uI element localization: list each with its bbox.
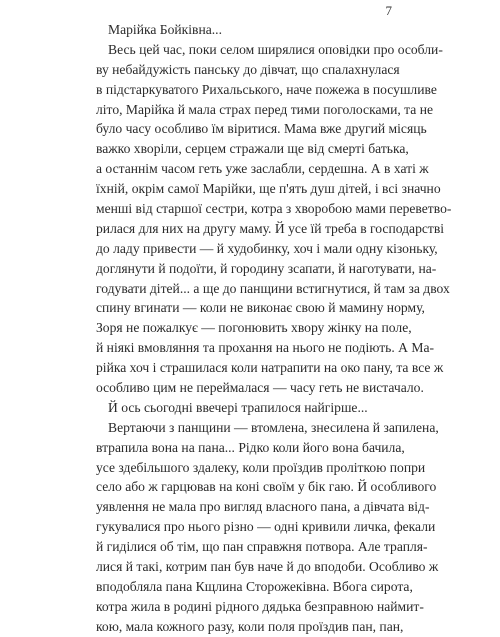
text-line: кою, мала кожного разу, коли поля проїздив пан, пан, [96,618,404,634]
text-line: було часу особливо їм віритися. Мама вже другий місяць [96,121,427,137]
text-line: й гиділися об тім, що пан справжня потвора. Але трапля- [96,539,428,555]
text-line: й ніякі вмовляння та прохання на нього не подіють. А Ма- [96,340,435,356]
text-line: уявлення не мала про вигляд власного пана, а дівчата від- [96,499,430,515]
text-line: рійка хоч і страшилася коли натрапити на око пану, та все ж [96,360,444,376]
text-line: важко хворіли, серцем стражали ще від смерті батька, [96,141,409,157]
paragraph [96,40,452,398]
text-line: котра жила в родині рідного дядька безправною наймит- [96,598,424,614]
text-line: до ладу привести — й худобинку, хоч і мали одну кізоньку, [96,240,438,256]
text-line: Зоря не пожалкує — погонювить хвору жінку на поле, [96,320,412,336]
text-line: село або ж гарцював на коні своїм у бік гаю. Й особливого [96,479,437,495]
page-number: 7 [385,3,392,18]
paragraph [96,418,439,637]
text-line: годувати дітей... а ще до панщини встигнутися, й там за двох [96,280,450,296]
text-line: особливо цим не переймалася — часу геть не вистачало. [96,380,424,396]
text-line: літо, Марійка й мала страх перед тими поголосками, та не [96,101,434,117]
text-line: втрапила вона на пана... Рідко коли його вона бачила, [96,439,405,455]
text-line: рилася для них на другу маму. Й усе їй треба в господарстві [96,220,445,236]
text-line: вподобляла пана Кщлина Сторожеківна. Вбога сирота, [96,578,413,594]
text-line: доглянути й подоїти, й городину зсапати, й наготувати, на- [96,260,437,276]
text-line: а останнім часом геть уже заслабли, сердешна. А в хаті ж [96,161,429,177]
text-line: гукувалися про нього різно — одні кривили личка, фекали [96,519,436,535]
text-line: ву небайдужість панську до дівчат, що спалахнулася [96,61,400,77]
text-line: їхній, окрім самої Марійки, ще п'ять душ дітей, і всі значно [96,181,441,197]
body-text [96,20,452,637]
paragraph [96,398,396,418]
text-line: менші від старшої сестри, котра з хворобою мами переветво- [96,201,452,217]
text-line: Весь цей час, поки селом ширялися оповідки про особли- [108,41,443,57]
text-line: Марійка Бойківна... [108,22,222,37]
paragraph [96,20,396,40]
text-line: в підстаркуватого Рихальського, наче пожежа в посушливе [96,81,437,97]
text-line: спину вгинати — коли не виконає свою й мамину норму, [96,300,425,316]
text-line: усе здебільшого здалеку, коли проїздив проліткою попри [96,459,426,475]
text-line: Вертаючи з панщини — втомлена, знесилена й запилена, [108,419,439,435]
text-line: лися й такі, котрим пан був наче й до вподоби. Особливо ж [96,559,439,575]
text-line: Й ось сьогодні ввечері трапилося найгірше... [108,399,368,415]
